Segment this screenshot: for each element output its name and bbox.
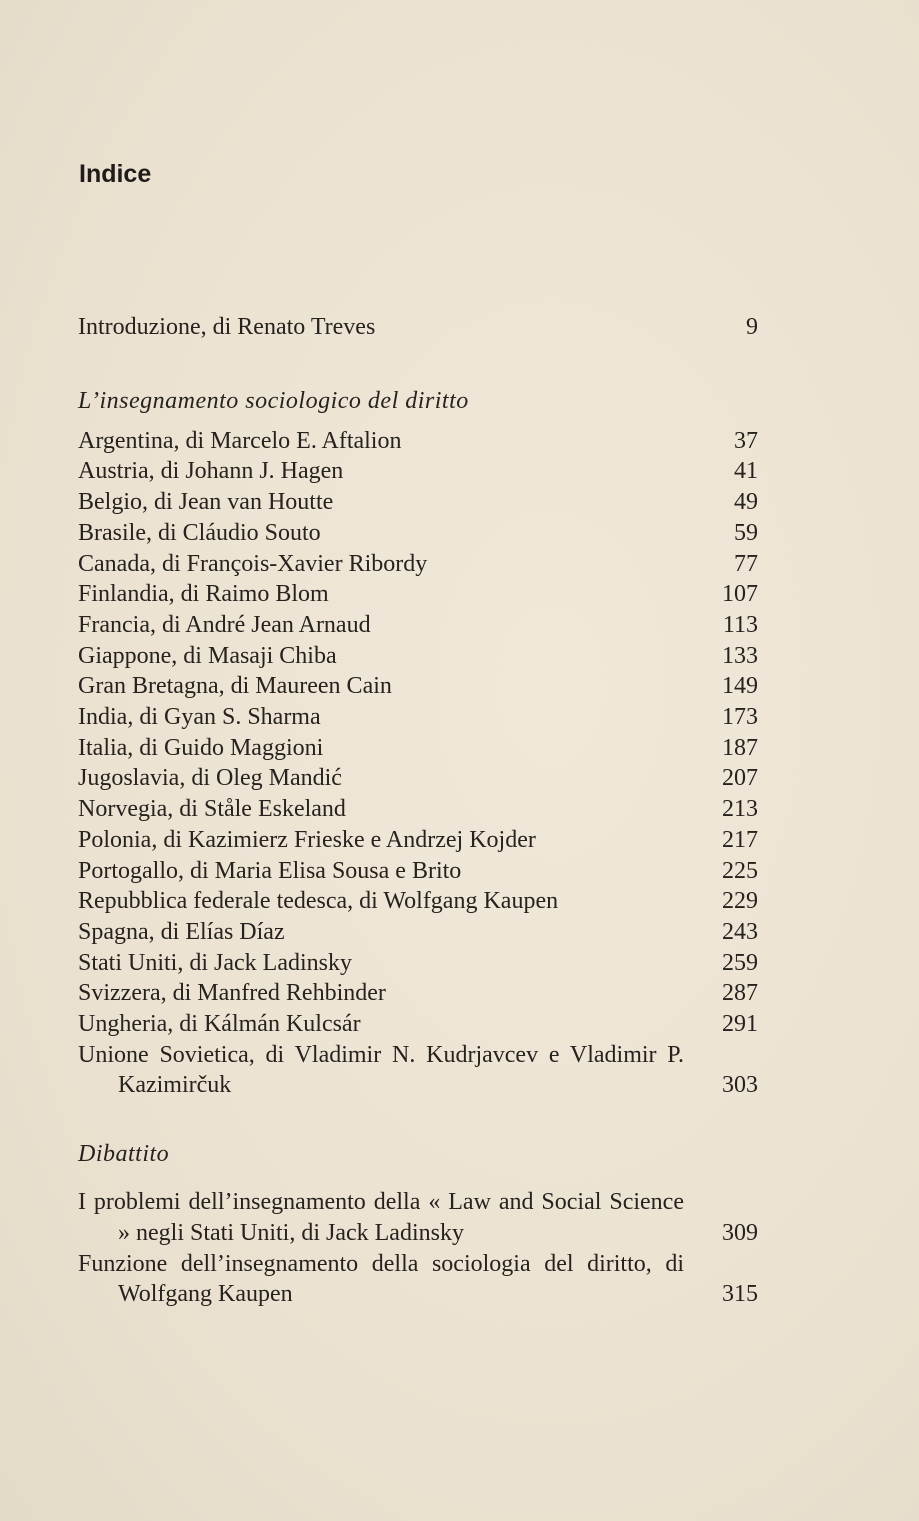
toc-entry <box>78 917 758 948</box>
entry-page-number: 229 <box>722 888 758 915</box>
toc-entry <box>78 487 758 518</box>
entry-title: Belgio, di Jean van Houtte <box>78 489 334 516</box>
toc-entry <box>78 1009 758 1040</box>
toc-entry <box>78 794 758 825</box>
entry-page-number: 287 <box>722 980 758 1007</box>
entry-page-number: 217 <box>722 826 758 853</box>
toc-entry <box>78 456 758 487</box>
entry-title: Francia, di André Jean Arnaud <box>78 611 371 638</box>
entry-page-number: 187 <box>722 734 758 761</box>
toc-entry <box>78 1187 758 1248</box>
entry-title: Polonia, di Kazimierz Frieske e Andrzej Kojder <box>78 826 536 853</box>
entry-page-number: 315 <box>722 1281 758 1308</box>
toc-entry <box>78 948 758 979</box>
entry-title: Funzione dell’insegnamento della sociologia del diritto, di Wolfgang Kaupen <box>78 1250 684 1308</box>
entry-title: Italia, di Guido Maggioni <box>78 734 324 761</box>
entry-title: Portogallo, di Maria Elisa Sousa e Brito <box>78 857 462 884</box>
entry-title: Norvegia, di Ståle Eskeland <box>78 796 346 823</box>
toc-entry <box>78 763 758 794</box>
entry-title: Finlandia, di Raimo Blom <box>78 581 329 608</box>
toc-entry-intro <box>78 312 758 343</box>
entry-title: Ungheria, di Kálmán Kulcsár <box>78 1011 361 1038</box>
entry-page-number: 107 <box>722 581 758 608</box>
toc-entry <box>78 978 758 1009</box>
toc-entry <box>78 549 758 580</box>
toc-entry <box>78 825 758 856</box>
entry-page-number: 291 <box>722 1011 758 1038</box>
toc-entry <box>78 579 758 610</box>
entry-title: India, di Gyan S. Sharma <box>78 704 321 731</box>
entry-page-number: 207 <box>722 765 758 792</box>
toc-entry <box>78 886 758 917</box>
page-heading: Indice <box>79 160 152 188</box>
toc-entry <box>78 641 758 672</box>
entry-page-number: 303 <box>722 1072 758 1099</box>
entry-title: I problemi dell’insegnamento della « Law and Social Science » negli Stati Uniti, di Jack Ladinsky <box>78 1189 684 1246</box>
entry-page-number: 37 <box>734 427 758 454</box>
entry-title: Spagna, di Elías Díaz <box>78 918 285 945</box>
entry-title: Gran Bretagna, di Maureen Cain <box>78 673 392 700</box>
entry-title: Brasile, di Cláudio Souto <box>78 519 321 546</box>
toc-entry <box>78 671 758 702</box>
entry-title: Repubblica federale tedesca, di Wolfgang Kaupen <box>78 888 559 915</box>
entry-title: Argentina, di Marcelo E. Aftalion <box>78 427 402 454</box>
entry-title: Giappone, di Masaji Chiba <box>78 642 337 669</box>
toc-entry <box>78 1249 758 1310</box>
entry-page-number: 225 <box>722 857 758 884</box>
entry-page-number: 259 <box>722 949 758 976</box>
entry-page-number: 59 <box>734 519 758 546</box>
toc-entry <box>78 1040 758 1101</box>
toc-entry <box>78 733 758 764</box>
entry-page-number: 309 <box>722 1219 758 1246</box>
entry-page-number: 149 <box>722 673 758 700</box>
entry-page-number: 9 <box>746 314 758 340</box>
toc-entry <box>78 518 758 549</box>
toc-entry <box>78 856 758 887</box>
section-title: L’insegnamento sociologico del diritto <box>78 387 469 414</box>
entry-page-number: 243 <box>722 918 758 945</box>
section-entries <box>78 426 758 1101</box>
section-title: Dibattito <box>78 1141 170 1168</box>
entry-title: Austria, di Johann J. Hagen <box>78 458 344 485</box>
entry-page-number: 173 <box>722 704 758 731</box>
table-of-contents <box>78 312 758 1310</box>
entry-page-number: 113 <box>722 611 758 638</box>
entry-title: Stati Uniti, di Jack Ladinsky <box>78 949 352 976</box>
toc-entry <box>78 426 758 457</box>
entry-page-number: 77 <box>734 550 758 577</box>
entry-title: Jugoslavia, di Oleg Mandić <box>78 765 342 792</box>
entry-page-number: 41 <box>734 458 758 485</box>
entry-title: Introduzione, di Renato Treves <box>78 314 376 340</box>
entry-page-number: 133 <box>722 642 758 669</box>
entry-page-number: 49 <box>734 489 758 516</box>
toc-entry <box>78 610 758 641</box>
section-entries <box>78 1187 758 1310</box>
entry-page-number: 213 <box>722 796 758 823</box>
entry-title: Unione Sovietica, di Vladimir N. Kudrjavcev e Vladimir P. Kazimirčuk <box>78 1041 684 1099</box>
entry-title: Canada, di François-Xavier Ribordy <box>78 550 428 577</box>
toc-entry <box>78 702 758 733</box>
entry-title: Svizzera, di Manfred Rehbinder <box>78 980 386 1007</box>
